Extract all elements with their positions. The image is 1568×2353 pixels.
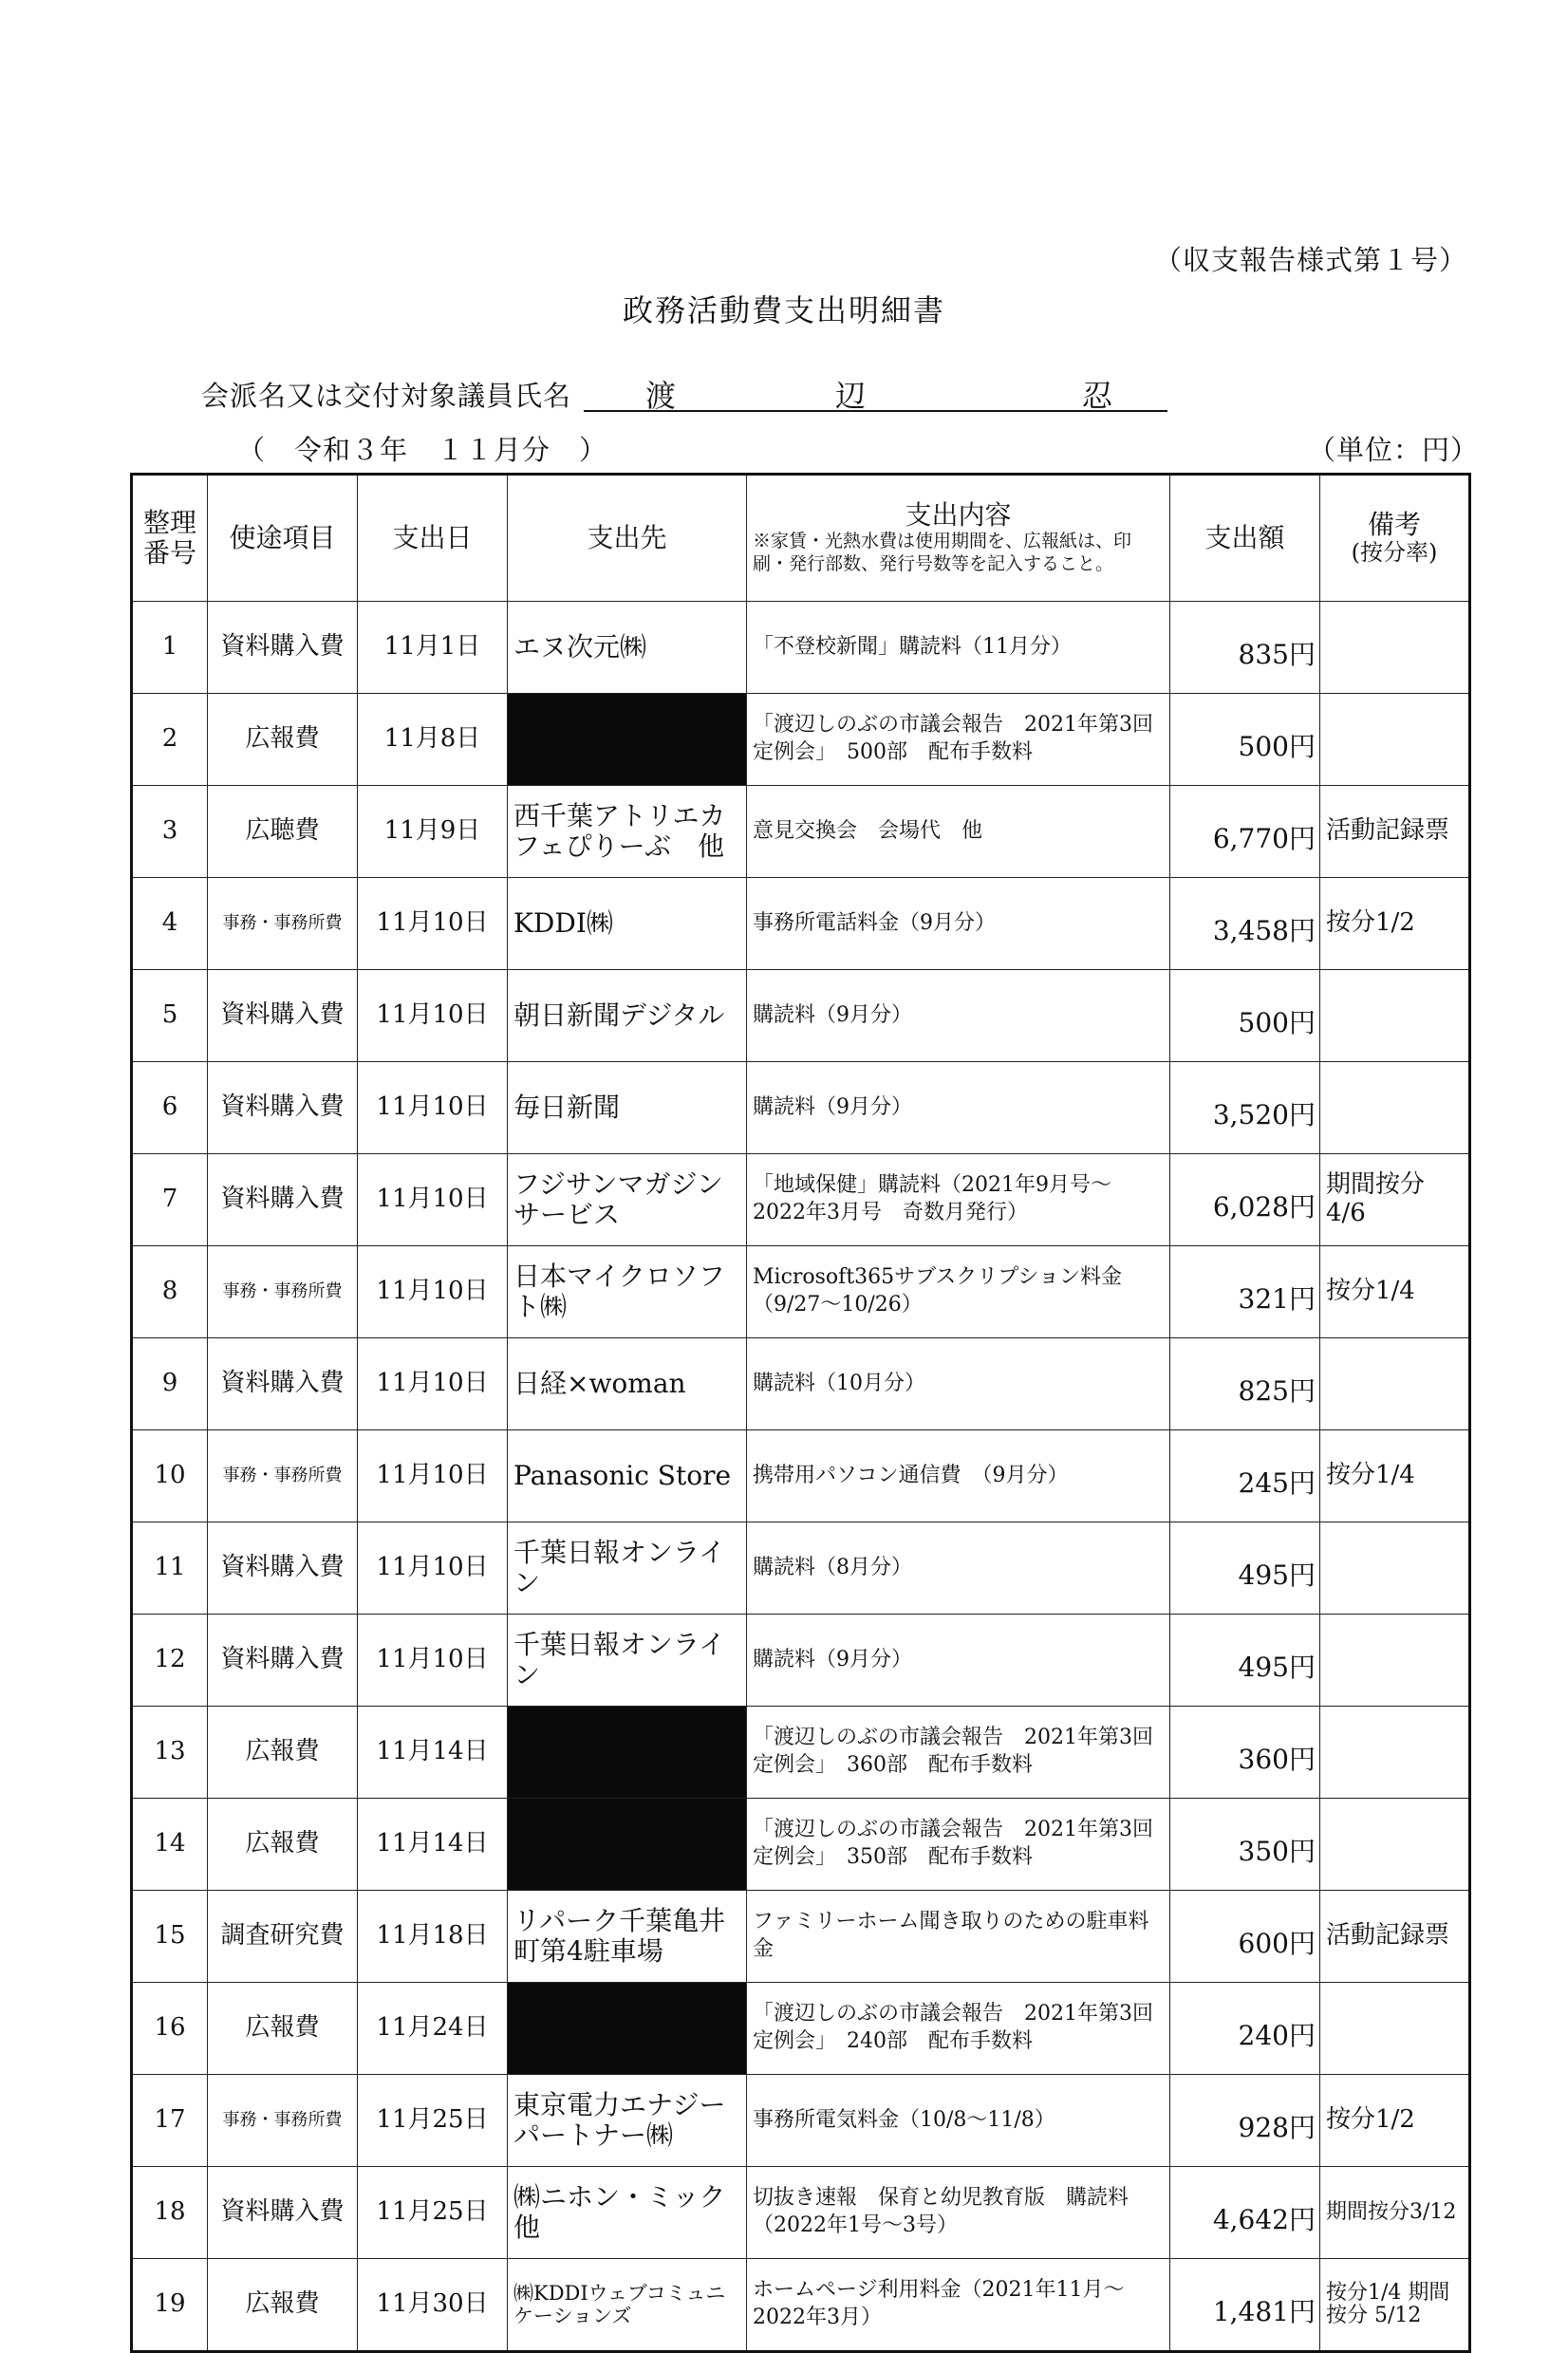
member-name-char-1: 渡 [645, 378, 677, 414]
row-payee: 千葉日報オンライン [508, 1522, 747, 1615]
table-row [132, 1983, 1470, 2075]
row-date: 11月10日 [358, 1246, 508, 1338]
row-date: 11月14日 [358, 1799, 508, 1891]
row-remarks: 按分1/4 [1320, 1246, 1470, 1338]
row-payee: KDDI㈱ [508, 878, 747, 970]
member-name-char-2: 辺 [835, 378, 867, 414]
row-number: 3 [132, 786, 208, 878]
row-category: 広報費 [208, 694, 358, 786]
row-remarks [1320, 1062, 1470, 1154]
header-content-note: ※家賃・光熱水費は使用期間を、広報紙は、印刷・発行部数、発行号数等を記入すること。 [753, 531, 1132, 575]
row-content: 「渡辺しのぶの市議会報告 2021年第3回定例会」 350部 配布手数料 [747, 1799, 1170, 1891]
row-content: 購読料（9月分） [747, 1062, 1170, 1154]
row-remarks [1320, 602, 1470, 694]
row-category: 資料購入費 [208, 1615, 358, 1707]
row-payee: 日経×woman [508, 1338, 747, 1430]
row-category: 広報費 [208, 1983, 358, 2075]
table-row [132, 1062, 1470, 1154]
row-category: 広聴費 [208, 786, 358, 878]
row-remarks [1320, 1983, 1470, 2075]
row-remarks: 活動記録票 [1320, 1891, 1470, 1983]
row-payee: 千葉日報オンライン [508, 1615, 747, 1707]
row-content: Microsoft365サブスクリプション料金（9/27～10/26） [747, 1246, 1170, 1338]
row-category: 資料購入費 [208, 1522, 358, 1615]
row-content: ファミリーホーム聞き取りのための駐車料金 [747, 1891, 1170, 1983]
row-amount: 3,520円 [1170, 1062, 1320, 1154]
row-date: 11月24日 [358, 1983, 508, 2075]
document-title: 政務活動費支出明細書 [622, 292, 945, 328]
row-date: 11月10日 [358, 970, 508, 1062]
header-remarks: 備考 (按分率) [1320, 475, 1470, 602]
row-remarks: 按分1/2 [1320, 878, 1470, 970]
row-amount: 500円 [1170, 970, 1320, 1062]
row-amount: 350円 [1170, 1799, 1320, 1891]
row-content: 「渡辺しのぶの市議会報告 2021年第3回定例会」 360部 配布手数料 [747, 1707, 1170, 1799]
row-category: 資料購入費 [208, 2167, 358, 2259]
form-number: （収支報告様式第１号） [1154, 244, 1468, 276]
row-number: 9 [132, 1338, 208, 1430]
faction-label: 会派名又は交付対象議員氏名 [201, 380, 572, 412]
table-row [132, 1338, 1470, 1430]
row-date: 11月10日 [358, 878, 508, 970]
row-number: 4 [132, 878, 208, 970]
row-date: 11月25日 [358, 2075, 508, 2167]
row-amount: 6,028円 [1170, 1154, 1320, 1246]
row-number: 16 [132, 1983, 208, 2075]
row-date: 11月25日 [358, 2167, 508, 2259]
row-date: 11月14日 [358, 1707, 508, 1799]
row-content: 「不登校新聞」購読料（11月分） [747, 602, 1170, 694]
row-remarks [1320, 694, 1470, 786]
row-number: 5 [132, 970, 208, 1062]
header-no: 整理番号 [132, 475, 208, 602]
row-amount: 245円 [1170, 1430, 1320, 1522]
row-number: 1 [132, 602, 208, 694]
header-date: 支出日 [358, 475, 508, 602]
header-content: 支出内容 ※家賃・光熱水費は使用期間を、広報紙は、印刷・発行部数、発行号数等を記入すること。 [747, 475, 1170, 602]
row-amount: 360円 [1170, 1707, 1320, 1799]
row-content: 意見交換会 会場代 他 [747, 786, 1170, 878]
row-category: 事務・事務所費 [208, 1430, 358, 1522]
row-amount: 825円 [1170, 1338, 1320, 1430]
table-row [132, 1707, 1470, 1799]
table-row [132, 2075, 1470, 2167]
row-category: 事務・事務所費 [208, 878, 358, 970]
row-remarks: 按分1/4 期間按分 5/12 [1320, 2259, 1470, 2352]
header-amount: 支出額 [1170, 475, 1320, 602]
row-number: 10 [132, 1430, 208, 1522]
row-number: 12 [132, 1615, 208, 1707]
row-number: 13 [132, 1707, 208, 1799]
row-payee: フジサンマガジンサービス [508, 1154, 747, 1246]
row-category: 資料購入費 [208, 1338, 358, 1430]
row-category: 広報費 [208, 1799, 358, 1891]
row-amount: 1,481円 [1170, 2259, 1320, 2352]
row-date: 11月10日 [358, 1154, 508, 1246]
row-category: 広報費 [208, 1707, 358, 1799]
row-content: 「渡辺しのぶの市議会報告 2021年第3回定例会」 500部 配布手数料 [747, 694, 1170, 786]
row-remarks [1320, 1799, 1470, 1891]
row-amount: 321円 [1170, 1246, 1320, 1338]
row-remarks: 按分1/4 [1320, 1430, 1470, 1522]
row-number: 17 [132, 2075, 208, 2167]
table-row [132, 786, 1470, 878]
row-amount: 4,642円 [1170, 2167, 1320, 2259]
table-row [132, 2167, 1470, 2259]
row-number: 11 [132, 1522, 208, 1615]
row-amount: 835円 [1170, 602, 1320, 694]
header-category: 使途項目 [208, 475, 358, 602]
row-remarks [1320, 1707, 1470, 1799]
table-row [132, 1799, 1470, 1891]
row-remarks [1320, 1338, 1470, 1430]
row-number: 14 [132, 1799, 208, 1891]
row-payee: 朝日新聞デジタル [508, 970, 747, 1062]
expense-table [130, 473, 1471, 2353]
row-remarks [1320, 1615, 1470, 1707]
row-category: 資料購入費 [208, 1062, 358, 1154]
row-date: 11月8日 [358, 694, 508, 786]
table-row [132, 1154, 1470, 1246]
row-amount: 240円 [1170, 1983, 1320, 2075]
row-payee: Panasonic Store [508, 1430, 747, 1522]
table-row [132, 2259, 1470, 2352]
row-payee: ㈱ニホン・ミック 他 [508, 2167, 747, 2259]
row-remarks: 期間按分4/6 [1320, 1154, 1470, 1246]
row-content: 事務所電気料金（10/8～11/8） [747, 2075, 1170, 2167]
table-row [132, 970, 1470, 1062]
member-name-char-3: 忍 [1082, 378, 1113, 414]
row-amount: 500円 [1170, 694, 1320, 786]
row-content: 携帯用パソコン通信費 （9月分） [747, 1430, 1170, 1522]
row-content: 事務所電話料金（9月分） [747, 878, 1170, 970]
row-remarks: 活動記録票 [1320, 786, 1470, 878]
row-category: 資料購入費 [208, 970, 358, 1062]
row-category: 広報費 [208, 2259, 358, 2352]
row-date: 11月10日 [358, 1430, 508, 1522]
row-category: 調査研究費 [208, 1891, 358, 1983]
row-payee: 日本マイクロソフト㈱ [508, 1246, 747, 1338]
table-header-row [132, 475, 1470, 602]
row-date: 11月9日 [358, 786, 508, 878]
row-amount: 495円 [1170, 1522, 1320, 1615]
row-number: 15 [132, 1891, 208, 1983]
table-row [132, 602, 1470, 694]
row-content: 切抜き速報 保育と幼児教育版 購読料（2022年1号～3号） [747, 2167, 1170, 2259]
row-category: 資料購入費 [208, 1154, 358, 1246]
row-payee: ㈱KDDIウェブコミュニケーションズ [508, 2259, 747, 2352]
row-amount: 928円 [1170, 2075, 1320, 2167]
row-payee-redacted [508, 1799, 747, 1891]
row-payee: リパーク千葉亀井町第4駐車場 [508, 1891, 747, 1983]
row-category: 資料購入費 [208, 602, 358, 694]
row-payee-redacted [508, 1707, 747, 1799]
row-number: 18 [132, 2167, 208, 2259]
table-row [132, 1615, 1470, 1707]
row-payee-redacted [508, 1983, 747, 2075]
table-row [132, 1246, 1470, 1338]
table-row [132, 694, 1470, 786]
row-amount: 3,458円 [1170, 878, 1320, 970]
row-date: 11月18日 [358, 1891, 508, 1983]
row-date: 11月10日 [358, 1615, 508, 1707]
row-remarks [1320, 1522, 1470, 1615]
row-content: 購読料（9月分） [747, 970, 1170, 1062]
row-number: 19 [132, 2259, 208, 2352]
row-payee: 西千葉アトリエカフェぴりーぶ 他 [508, 786, 747, 878]
row-number: 2 [132, 694, 208, 786]
header-payee: 支出先 [508, 475, 747, 602]
row-content: 購読料（9月分） [747, 1615, 1170, 1707]
row-amount: 6,770円 [1170, 786, 1320, 878]
row-content: 「地域保健」購読料（2021年9月号～2022年3月号 奇数月発行） [747, 1154, 1170, 1246]
reporting-period: （ 令和３年 １１月分 ） [237, 434, 608, 466]
header-remarks-note: (按分率) [1351, 539, 1438, 567]
row-date: 11月1日 [358, 602, 508, 694]
row-content: ホームページ利用料金（2021年11月～2022年3月） [747, 2259, 1170, 2352]
table-row [132, 1522, 1470, 1615]
row-content: 購読料（8月分） [747, 1522, 1170, 1615]
row-category: 事務・事務所費 [208, 2075, 358, 2167]
row-remarks: 按分1/2 [1320, 2075, 1470, 2167]
row-number: 6 [132, 1062, 208, 1154]
row-remarks [1320, 970, 1470, 1062]
row-payee: エヌ次元㈱ [508, 602, 747, 694]
row-content: 「渡辺しのぶの市議会報告 2021年第3回定例会」 240部 配布手数料 [747, 1983, 1170, 2075]
table-row [132, 1430, 1470, 1522]
row-remarks: 期間按分3/12 [1320, 2167, 1470, 2259]
row-date: 11月10日 [358, 1522, 508, 1615]
row-number: 7 [132, 1154, 208, 1246]
row-payee: 東京電力エナジーパートナー㈱ [508, 2075, 747, 2167]
row-amount: 495円 [1170, 1615, 1320, 1707]
row-category: 事務・事務所費 [208, 1246, 358, 1338]
currency-unit: （単位：円） [1308, 434, 1480, 466]
row-amount: 600円 [1170, 1891, 1320, 1983]
row-date: 11月10日 [358, 1062, 508, 1154]
row-number: 8 [132, 1246, 208, 1338]
row-payee-redacted [508, 694, 747, 786]
row-date: 11月30日 [358, 2259, 508, 2352]
row-date: 11月10日 [358, 1338, 508, 1430]
table-row [132, 878, 1470, 970]
row-payee: 毎日新聞 [508, 1062, 747, 1154]
row-content: 購読料（10月分） [747, 1338, 1170, 1430]
table-row [132, 1891, 1470, 1983]
